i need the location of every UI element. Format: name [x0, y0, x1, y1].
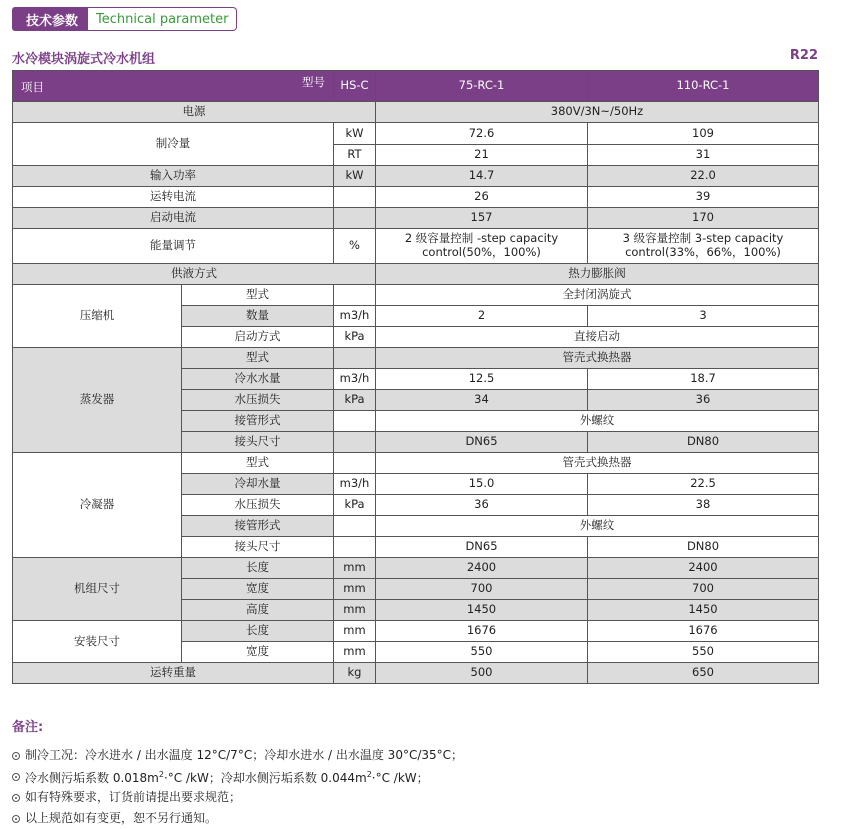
header-item-model-cell: [13, 71, 334, 102]
cell-unit: kPa: [334, 327, 376, 348]
refrigerant-label: R22: [789, 48, 818, 63]
cell-unit: kPa: [334, 495, 376, 516]
cell-value: 170: [588, 208, 819, 229]
cell-value: 18.7: [588, 369, 819, 390]
table-row: [13, 663, 819, 684]
header-model-2: 110-RC-1: [588, 71, 819, 102]
row-label: 冷水水量: [182, 369, 334, 390]
cell-unit: kg: [334, 663, 376, 684]
row-label: 水压损失: [182, 390, 334, 411]
row-label: 型式: [182, 348, 334, 369]
row-label: 输入功率: [13, 166, 334, 187]
row-label: 电源: [13, 102, 376, 123]
cell-value: 109: [588, 123, 819, 145]
group-label: 蒸发器: [13, 348, 182, 453]
table-row: [13, 285, 819, 306]
note-text-part: ·°C /kW；: [371, 771, 429, 785]
note-superscript: 2: [158, 770, 164, 779]
row-label: 宽度: [182, 579, 334, 600]
row-label: 制冷量: [13, 123, 334, 166]
row-label: 接头尺寸: [182, 537, 334, 558]
cell-value: 22.5: [588, 474, 819, 495]
table-row: [13, 208, 819, 229]
cell-value: 700: [376, 579, 588, 600]
row-label: 宽度: [182, 642, 334, 663]
table-row: [13, 348, 819, 369]
header-model-1: 75-RC-1: [376, 71, 588, 102]
table-row: [13, 621, 819, 642]
cell-value: 全封闭涡旋式: [376, 285, 819, 306]
note-item: [12, 766, 463, 787]
row-label: 启动电流: [13, 208, 334, 229]
cell-unit: %: [334, 229, 376, 264]
cell-unit: [334, 187, 376, 208]
cell-value: 157: [376, 208, 588, 229]
cell-value: 36: [588, 390, 819, 411]
cell-value: 72.6: [376, 123, 588, 145]
cell-value: [376, 229, 588, 264]
row-label: 启动方式: [182, 327, 334, 348]
table-row: [13, 229, 819, 264]
product-title: 水冷模块涡旋式冷水机组: [12, 52, 156, 67]
cell-value: 2400: [588, 558, 819, 579]
cell-unit: m3/h: [334, 369, 376, 390]
cell-value: 3: [588, 306, 819, 327]
notes-section: [12, 716, 463, 829]
cell-unit: [334, 208, 376, 229]
note-text-part: 冷水侧污垢系数 0.018m: [25, 771, 159, 785]
cell-value: DN80: [588, 537, 819, 558]
row-label: 数量: [182, 306, 334, 327]
table-row: [13, 558, 819, 579]
table-row: [13, 453, 819, 474]
note-item: [12, 787, 463, 808]
cell-value: 2400: [376, 558, 588, 579]
note-text-part: ·°C /kW；冷却水侧污垢系数 0.044m: [163, 771, 367, 785]
table-header-row: [13, 71, 819, 102]
row-label: 型式: [182, 453, 334, 474]
badge-en: Technical parameter: [88, 7, 237, 31]
header-model-label: 型号: [302, 75, 325, 89]
cell-value: 外螺纹: [376, 516, 819, 537]
cell-value: 2: [376, 306, 588, 327]
note-superscript: 2: [366, 770, 372, 779]
row-label: 水压损失: [182, 495, 334, 516]
cell-value: 500: [376, 663, 588, 684]
group-label: 冷凝器: [13, 453, 182, 558]
note-item: [12, 745, 463, 766]
cell-value: 550: [588, 642, 819, 663]
cell-unit: mm: [334, 558, 376, 579]
table-row: [13, 264, 819, 285]
cell-value: 直接启动: [376, 327, 819, 348]
capacity-text-line: 2 级容量控制 -step capacity: [404, 231, 559, 246]
cell-value: DN65: [376, 537, 588, 558]
circle-bullet-icon: [12, 752, 20, 760]
row-label: 长度: [182, 558, 334, 579]
badge-cn: 技术参数: [12, 7, 88, 31]
cell-unit: [334, 285, 376, 306]
row-label: 接管形式: [182, 411, 334, 432]
cell-value: 26: [376, 187, 588, 208]
capacity-text-line: control(33%，66%，100%): [625, 245, 781, 259]
cell-unit: [334, 453, 376, 474]
cell-value: 700: [588, 579, 819, 600]
cell-unit: [334, 537, 376, 558]
cell-unit: [334, 432, 376, 453]
notes-title: 备注:: [12, 720, 44, 735]
row-label: 能量调节: [13, 229, 334, 264]
cell-unit: m3/h: [334, 474, 376, 495]
cell-unit: [334, 411, 376, 432]
cell-unit: [334, 348, 376, 369]
row-label: 高度: [182, 600, 334, 621]
table-row: [13, 187, 819, 208]
table-row: [13, 166, 819, 187]
row-label: 接头尺寸: [182, 432, 334, 453]
cell-value: 15.0: [376, 474, 588, 495]
cell-value: DN80: [588, 432, 819, 453]
cell-value: 14.7: [376, 166, 588, 187]
circle-bullet-icon: [12, 815, 20, 823]
capacity-text-line: 3 级容量控制 3-step capacity: [622, 231, 784, 246]
group-label: 压缩机: [13, 285, 182, 348]
cell-value: 热力膨胀阀: [376, 264, 819, 285]
cell-value: 外螺纹: [376, 411, 819, 432]
cell-value: 550: [376, 642, 588, 663]
cell-value: 22.0: [588, 166, 819, 187]
cell-unit: kW: [334, 123, 376, 145]
cell-value: 1676: [376, 621, 588, 642]
cell-value: 12.5: [376, 369, 588, 390]
cell-value: 管壳式换热器: [376, 348, 819, 369]
section-badge: [12, 7, 237, 31]
row-label: 运转电流: [13, 187, 334, 208]
note-text: 如有特殊要求，订货前请提出要求规范；: [25, 790, 242, 804]
row-label: 供液方式: [13, 264, 376, 285]
cell-unit: RT: [334, 145, 376, 166]
row-label: 接管形式: [182, 516, 334, 537]
note-text: 制冷工况：冷水进水 / 出水温度 12°C/7°C；冷却水进水 / 出水温度 30°C/35°C；: [25, 748, 464, 762]
cell-value: DN65: [376, 432, 588, 453]
note-item: [12, 808, 463, 829]
row-label: 冷却水量: [182, 474, 334, 495]
header-item-label: 项目: [21, 80, 44, 95]
cell-unit: kPa: [334, 390, 376, 411]
cell-value: 34: [376, 390, 588, 411]
capacity-text-line: control(50%，100%): [422, 245, 541, 259]
cell-unit: m3/h: [334, 306, 376, 327]
cell-unit: mm: [334, 642, 376, 663]
cell-value: 650: [588, 663, 819, 684]
spec-table: [12, 70, 819, 684]
circle-bullet-icon: [12, 773, 20, 781]
group-label: 机组尺寸: [13, 558, 182, 621]
group-label: 安装尺寸: [13, 621, 182, 663]
cell-value: 39: [588, 187, 819, 208]
cell-unit: mm: [334, 579, 376, 600]
table-row: [13, 123, 819, 145]
cell-value: [588, 229, 819, 264]
row-label: 型式: [182, 285, 334, 306]
cell-unit: mm: [334, 621, 376, 642]
circle-bullet-icon: [12, 794, 20, 802]
cell-value: 1450: [588, 600, 819, 621]
cell-value: 21: [376, 145, 588, 166]
cell-value: 36: [376, 495, 588, 516]
cell-value: 1450: [376, 600, 588, 621]
cell-value: 38: [588, 495, 819, 516]
cell-value: 380V/3N~/50Hz: [376, 102, 819, 123]
cell-value: 1676: [588, 621, 819, 642]
cell-value: 31: [588, 145, 819, 166]
row-label: 运转重量: [13, 663, 334, 684]
cell-unit: [334, 516, 376, 537]
header-series: HS-C: [334, 71, 376, 102]
cell-unit: kW: [334, 166, 376, 187]
cell-value: 管壳式换热器: [376, 453, 819, 474]
note-text: [25, 764, 429, 789]
table-row: [13, 102, 819, 123]
note-text: 以上规范如有变更，恕不另行通知。: [25, 811, 218, 825]
row-label: 长度: [182, 621, 334, 642]
cell-unit: mm: [334, 600, 376, 621]
